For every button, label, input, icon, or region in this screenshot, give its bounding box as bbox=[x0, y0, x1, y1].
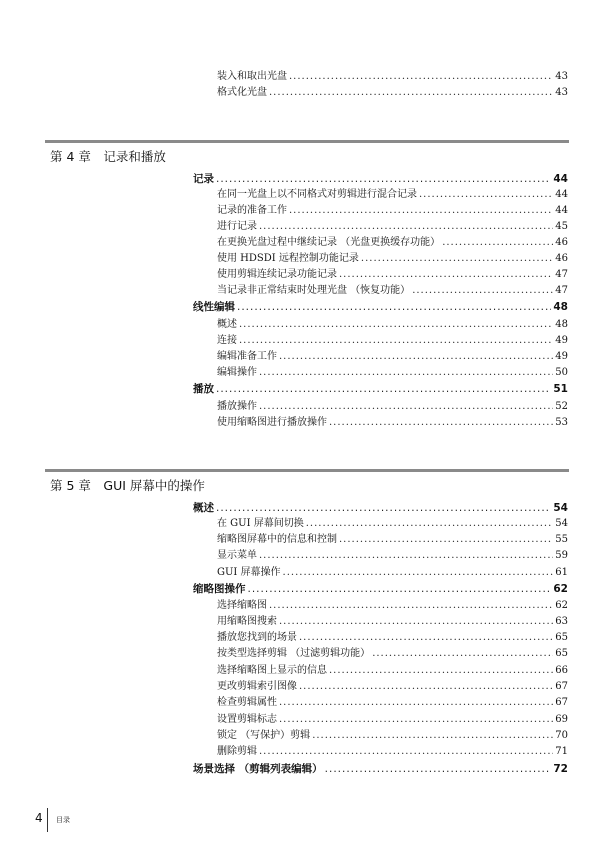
entry-page: 43 bbox=[555, 87, 568, 98]
toc-entry[interactable] bbox=[217, 745, 568, 759]
entry-page: 71 bbox=[555, 746, 568, 757]
entry-title: 记录的准备工作 bbox=[217, 205, 287, 216]
entry-page: 49 bbox=[555, 351, 568, 362]
leader-dots bbox=[237, 300, 551, 315]
section-title: 记录 bbox=[193, 173, 214, 185]
entry-page: 43 bbox=[555, 71, 568, 82]
entry-page: 61 bbox=[555, 567, 568, 578]
leader-dots bbox=[216, 501, 551, 516]
toc-section-playback[interactable] bbox=[193, 382, 568, 397]
entry-page: 66 bbox=[555, 665, 568, 676]
toc-section-record[interactable] bbox=[193, 172, 568, 187]
section-page: 54 bbox=[553, 502, 568, 514]
leader-dots bbox=[289, 204, 553, 218]
entry-title: 在 GUI 屏幕间切换 bbox=[217, 518, 304, 529]
entry-page: 45 bbox=[555, 221, 568, 232]
toc-entry[interactable] bbox=[217, 318, 568, 332]
entry-title: 缩略图屏幕中的信息和控制 bbox=[217, 534, 337, 545]
entry-title: 连接 bbox=[217, 335, 237, 346]
entry-page: 55 bbox=[555, 534, 568, 545]
entry-page: 67 bbox=[555, 697, 568, 708]
leader-dots bbox=[259, 220, 553, 234]
toc-entry[interactable] bbox=[217, 252, 568, 266]
leader-dots bbox=[325, 762, 552, 777]
entry-page: 67 bbox=[555, 681, 568, 692]
entry-title: 使用缩略图进行播放操作 bbox=[217, 417, 327, 428]
section-title: 播放 bbox=[193, 383, 214, 395]
toc-entry[interactable] bbox=[217, 549, 568, 563]
toc-entry[interactable] bbox=[217, 204, 568, 218]
toc-section-linear-edit[interactable] bbox=[193, 300, 568, 315]
leader-dots bbox=[259, 549, 553, 563]
entry-page: 62 bbox=[555, 600, 568, 611]
entry-page: 47 bbox=[555, 269, 568, 280]
toc-entry[interactable] bbox=[217, 566, 568, 580]
leader-dots bbox=[248, 582, 552, 597]
toc-entry[interactable] bbox=[217, 400, 568, 414]
leader-dots bbox=[299, 631, 553, 645]
entry-page: 70 bbox=[555, 730, 568, 741]
entry-page: 46 bbox=[555, 237, 568, 248]
toc-entry[interactable] bbox=[217, 334, 568, 348]
entry-title: 使用剪辑连续记录功能记录 bbox=[217, 269, 337, 280]
chapter-4-title: 第 4 章 记录和播放 bbox=[50, 149, 166, 164]
toc-entry[interactable] bbox=[217, 188, 568, 202]
toc-entry[interactable] bbox=[217, 284, 568, 298]
leader-dots bbox=[259, 366, 553, 380]
toc-entry[interactable] bbox=[217, 86, 568, 100]
entry-title: 设置剪辑标志 bbox=[217, 714, 277, 725]
section-title: 概述 bbox=[193, 502, 214, 514]
leader-dots bbox=[412, 284, 553, 298]
entry-title: 进行记录 bbox=[217, 221, 257, 232]
entry-page: 54 bbox=[555, 518, 568, 529]
leader-dots bbox=[239, 318, 553, 332]
section-page: 48 bbox=[553, 301, 568, 313]
leader-dots bbox=[269, 86, 553, 100]
leader-dots bbox=[279, 350, 553, 364]
entry-title: 当记录非正常结束时处理光盘 （恢复功能） bbox=[217, 285, 411, 296]
toc-entry[interactable] bbox=[217, 696, 568, 710]
entry-page: 44 bbox=[555, 205, 568, 216]
entry-title: 用缩略图搜索 bbox=[217, 616, 277, 627]
entry-title: 装入和取出光盘 bbox=[217, 71, 287, 82]
leader-dots bbox=[289, 70, 553, 84]
entry-title: GUI 屏幕操作 bbox=[217, 567, 281, 578]
entry-title: 格式化光盘 bbox=[217, 87, 267, 98]
entry-page: 50 bbox=[555, 367, 568, 378]
entry-page: 59 bbox=[555, 550, 568, 561]
leader-dots bbox=[239, 334, 553, 348]
entry-page: 53 bbox=[555, 417, 568, 428]
toc-entry[interactable] bbox=[217, 350, 568, 364]
entry-title: 选择缩略图 bbox=[217, 600, 267, 611]
entry-page: 63 bbox=[555, 616, 568, 627]
section-page: 72 bbox=[553, 763, 568, 775]
toc-entry[interactable] bbox=[217, 70, 568, 84]
entry-page: 46 bbox=[555, 253, 568, 264]
chapter-rule bbox=[45, 140, 569, 143]
entry-title: 使用 HDSDI 远程控制功能记录 bbox=[217, 253, 359, 264]
leader-dots bbox=[419, 188, 553, 202]
entry-page: 49 bbox=[555, 335, 568, 346]
entry-page: 69 bbox=[555, 714, 568, 725]
entry-title: 按类型选择剪辑 （过滤剪辑功能） bbox=[217, 648, 371, 659]
leader-dots bbox=[312, 729, 553, 743]
entry-page: 44 bbox=[555, 189, 568, 200]
leader-dots bbox=[269, 599, 553, 613]
leader-dots bbox=[279, 696, 553, 710]
toc-entry[interactable] bbox=[217, 647, 568, 661]
leader-dots bbox=[361, 252, 553, 266]
section-title: 线性编辑 bbox=[193, 301, 235, 313]
toc-section-overview[interactable] bbox=[193, 501, 568, 516]
toc-entry[interactable] bbox=[217, 416, 568, 430]
entry-title: 播放操作 bbox=[217, 401, 257, 412]
leader-dots bbox=[279, 615, 553, 629]
leader-dots bbox=[372, 647, 553, 661]
entry-title: 播放您找到的场景 bbox=[217, 632, 297, 643]
toc-entry[interactable] bbox=[217, 713, 568, 727]
leader-dots bbox=[306, 517, 554, 531]
toc-entry[interactable] bbox=[217, 268, 568, 282]
leader-dots bbox=[339, 533, 553, 547]
toc-section-thumbnail-ops[interactable] bbox=[193, 582, 568, 597]
entry-title: 在更换光盘过程中继续记录 （光盘更换缓存功能） bbox=[217, 237, 441, 248]
leader-dots bbox=[442, 236, 553, 250]
leader-dots bbox=[299, 680, 553, 694]
entry-title: 选择缩略图上显示的信息 bbox=[217, 665, 327, 676]
footer-divider bbox=[47, 808, 48, 832]
leader-dots bbox=[259, 400, 553, 414]
leader-dots bbox=[339, 268, 553, 282]
section-title: 缩略图操作 bbox=[193, 583, 246, 595]
leader-dots bbox=[216, 172, 551, 187]
entry-title: 概述 bbox=[217, 319, 237, 330]
entry-title: 编辑操作 bbox=[217, 367, 257, 378]
toc-entry[interactable] bbox=[217, 517, 568, 531]
toc-entry[interactable] bbox=[217, 664, 568, 678]
section-title: 场景选择 （剪辑列表编辑） bbox=[193, 763, 323, 775]
footer-label: 目录 bbox=[56, 816, 70, 824]
leader-dots bbox=[329, 416, 553, 430]
chapter-rule bbox=[45, 469, 569, 472]
entry-title: 锁定 （写保护）剪辑 bbox=[217, 730, 311, 741]
section-page: 62 bbox=[553, 583, 568, 595]
entry-title: 显示菜单 bbox=[217, 550, 257, 561]
entry-title: 在同一光盘上以不同格式对剪辑进行混合记录 bbox=[217, 189, 417, 200]
entry-page: 48 bbox=[555, 319, 568, 330]
entry-page: 47 bbox=[555, 285, 568, 296]
toc-entry[interactable] bbox=[217, 631, 568, 645]
entry-title: 检查剪辑属性 bbox=[217, 697, 277, 708]
entry-title: 删除剪辑 bbox=[217, 746, 257, 757]
leader-dots bbox=[279, 713, 553, 727]
leader-dots bbox=[329, 664, 553, 678]
entry-page: 52 bbox=[555, 401, 568, 412]
entry-title: 更改剪辑索引图像 bbox=[217, 681, 297, 692]
toc-entry[interactable] bbox=[217, 533, 568, 547]
toc-entry[interactable] bbox=[217, 599, 568, 613]
toc-section-scene-select[interactable] bbox=[193, 762, 568, 777]
toc-entry[interactable] bbox=[217, 615, 568, 629]
leader-dots bbox=[283, 566, 554, 580]
toc-entry[interactable] bbox=[217, 236, 568, 250]
section-page: 51 bbox=[553, 383, 568, 395]
toc-entry[interactable] bbox=[217, 680, 568, 694]
section-page: 44 bbox=[553, 173, 568, 185]
page-number: 4 bbox=[35, 811, 43, 825]
entry-page: 65 bbox=[555, 648, 568, 659]
toc-entry[interactable] bbox=[217, 366, 568, 380]
entry-page: 65 bbox=[555, 632, 568, 643]
leader-dots bbox=[216, 382, 551, 397]
toc-entry[interactable] bbox=[217, 729, 568, 743]
chapter-5-title: 第 5 章 GUI 屏幕中的操作 bbox=[50, 478, 205, 493]
entry-title: 编辑准备工作 bbox=[217, 351, 277, 362]
leader-dots bbox=[259, 745, 553, 759]
toc-entry[interactable] bbox=[217, 220, 568, 234]
